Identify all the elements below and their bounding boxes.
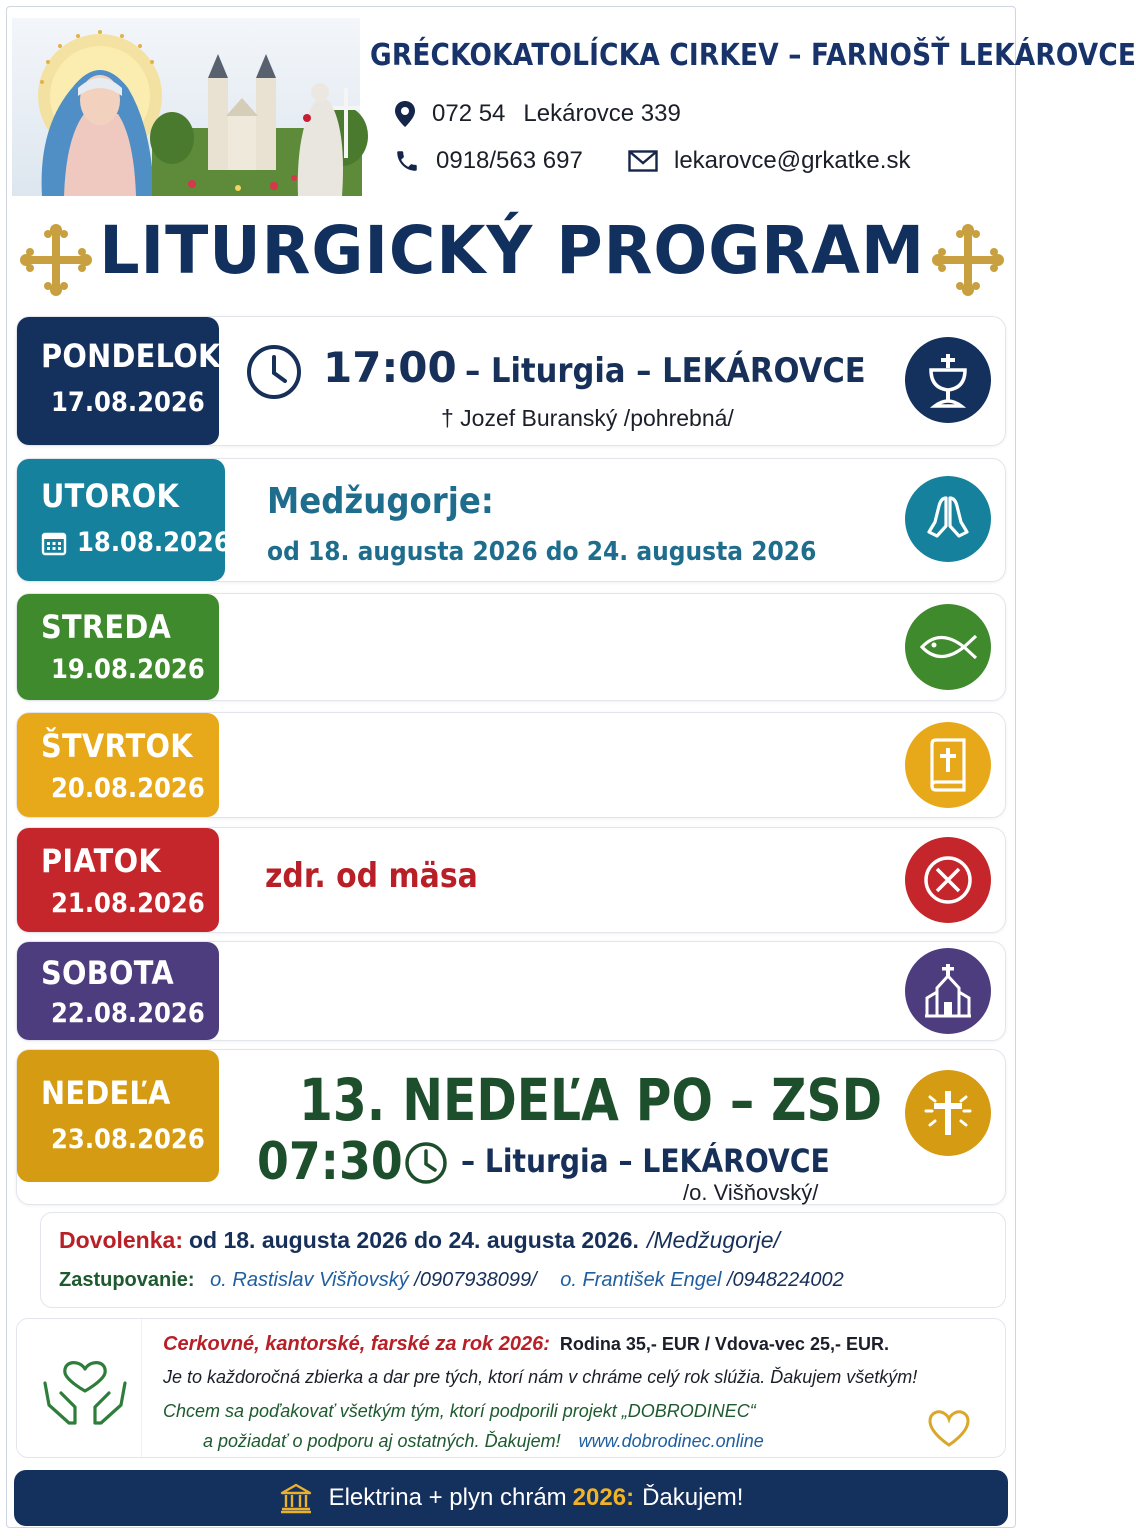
- phone-number[interactable]: 0918/563 697: [436, 147, 583, 174]
- church-icon: [905, 948, 991, 1034]
- no-meat-icon: [905, 837, 991, 923]
- day-date: 19.08.2026: [41, 654, 219, 685]
- day-row-thursday: [16, 712, 1006, 818]
- day-name: ŠTVRTOK: [41, 727, 193, 765]
- day-row-monday: [16, 316, 1006, 446]
- footer-thanks: Ďakujem!: [642, 1484, 744, 1511]
- fasting-note: zdr. od mäsa: [265, 856, 478, 896]
- day-badge-friday: [17, 828, 219, 932]
- day-badge-saturday: [17, 942, 219, 1040]
- day-row-wednesday: [16, 593, 1006, 701]
- liturgy-intention: † Jozef Buranský /pohrebná/: [441, 405, 734, 431]
- day-badge-wednesday: [17, 594, 219, 700]
- donation-info-box: [16, 1318, 1006, 1458]
- day-date: 21.08.2026: [41, 888, 219, 919]
- sunday-title: 13. NEDEĽA PO – ZSD: [299, 1066, 883, 1134]
- vacation-info-box: [40, 1212, 1006, 1308]
- heart-icon: [927, 1409, 971, 1449]
- day-name: SOBOTA: [41, 954, 174, 992]
- radiant-cross-icon: [905, 1070, 991, 1156]
- sunday-time: 07:30: [257, 1132, 403, 1192]
- bible-icon: [905, 722, 991, 808]
- day-name: NEDEĽA: [41, 1074, 171, 1112]
- address-row: [394, 100, 681, 128]
- clock-icon: [403, 1140, 449, 1186]
- day-row-tuesday: [16, 458, 1006, 582]
- day-name: PONDELOK: [41, 337, 221, 375]
- day-row-saturday: [16, 941, 1006, 1041]
- pilgrimage-title: Medžugorje:: [267, 481, 494, 522]
- email-address[interactable]: lekarovce@grkatke.sk: [674, 147, 911, 174]
- day-badge-thursday: [17, 713, 219, 817]
- day-name: PIATOK: [41, 842, 161, 880]
- day-date: 22.08.2026: [41, 998, 219, 1029]
- postal-code: 072 54: [432, 100, 506, 127]
- day-date: 17.08.2026: [41, 387, 219, 418]
- dobrodinec-link[interactable]: www.dobrodinec.online: [578, 1431, 764, 1451]
- ornament-cross-right-icon: [930, 222, 1006, 303]
- footer-year: 2026:: [572, 1484, 635, 1511]
- day-row-sunday: [16, 1049, 1006, 1205]
- address-text: Lekárovce 339: [523, 100, 681, 127]
- phone-icon: [394, 148, 420, 174]
- calendar-icon: [41, 530, 67, 556]
- main-title: LITURGICKÝ PROGRAM: [99, 212, 925, 289]
- support-request-line: a požiadať o podporu aj ostatných. Ďakujem! www.dobrodinec.online: [203, 1431, 764, 1451]
- liturgy-time: 17:00 – Liturgia – LEKÁROVCE: [323, 343, 866, 392]
- day-badge-monday: [17, 317, 219, 445]
- location-pin-icon: [394, 100, 416, 128]
- hands-heart-panel: [17, 1319, 142, 1457]
- sunday-celebrant: /o. Višňovský/: [683, 1180, 819, 1205]
- day-name: UTOROK: [41, 477, 180, 515]
- fish-icon: [905, 604, 991, 690]
- day-badge-sunday: [17, 1050, 219, 1182]
- day-name: STREDA: [41, 608, 172, 646]
- praying-hands-icon: [905, 476, 991, 562]
- parish-title: GRÉCKOKATOLÍCKA CIRKEV – FARNOŠŤ LEKÁROVCE: [370, 38, 1136, 73]
- temple-icon: [279, 1483, 313, 1513]
- substitution-line: Zastupovanie: o. Rastislav Višňovský /0907938099/ o. František Engel /0948224002: [59, 1269, 844, 1291]
- day-row-friday: [16, 827, 1006, 933]
- chalice-icon: [905, 337, 991, 423]
- collection-note: Je to každoročná zbierka a dar pre tých, ktorí nám v chráme celý rok slúžia. Ďakujem všetkým!: [163, 1367, 918, 1387]
- phone-row: [394, 147, 583, 175]
- clock-icon: [245, 343, 303, 401]
- email-row: [628, 147, 910, 175]
- fees-line: Cerkovné, kantorské, farské za rok 2026: Rodina 35,- EUR / Vdova-vec 25,- EUR.: [163, 1333, 889, 1355]
- footer-bar: [14, 1470, 1008, 1526]
- envelope-icon: [628, 150, 658, 172]
- hands-heart-icon: [39, 1339, 131, 1431]
- sunday-liturgy: – Liturgia – LEKÁROVCE: [461, 1142, 830, 1180]
- thanks-project-line: Chcem sa poďakovať všetkým tým, ktorí podporili projekt „DOBRODINEC“: [163, 1401, 756, 1421]
- day-date: 20.08.2026: [41, 773, 219, 804]
- day-date: 18.08.2026: [41, 527, 225, 558]
- pilgrimage-range: od 18. augusta 2026 do 24. augusta 2026: [267, 537, 817, 567]
- footer-text: Elektrina + plyn chrám: [328, 1484, 567, 1511]
- day-date: 23.08.2026: [41, 1124, 219, 1155]
- header-illustration: [12, 18, 360, 196]
- day-badge-tuesday: [17, 459, 231, 581]
- vacation-line: Dovolenka: od 18. augusta 2026 do 24. augusta 2026. /Medžugorje/: [59, 1227, 780, 1253]
